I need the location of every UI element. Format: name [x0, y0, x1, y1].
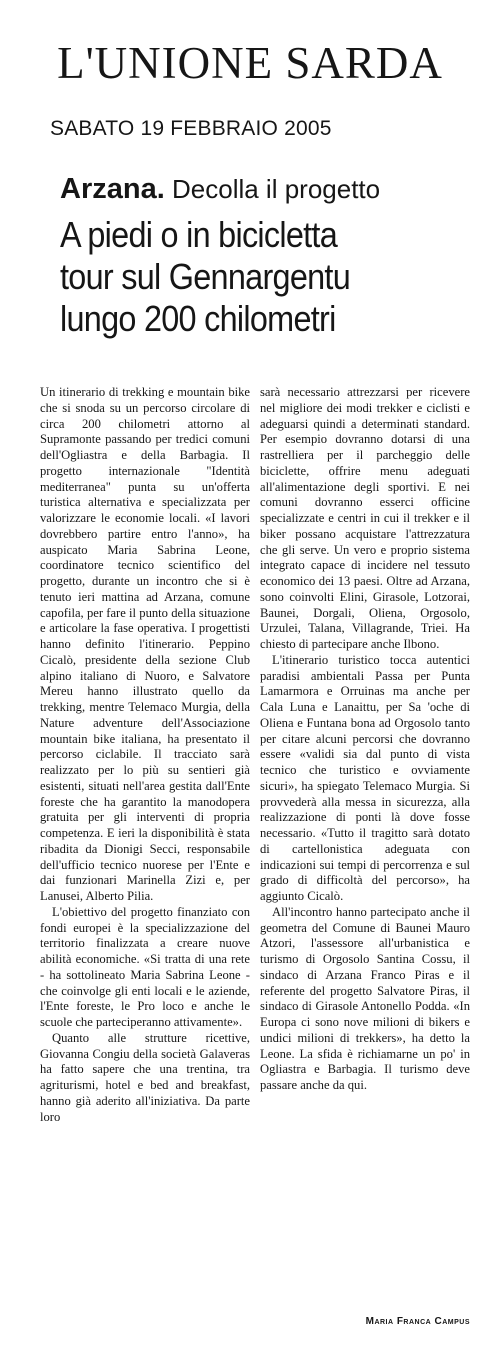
headline: [60, 214, 438, 340]
paragraph: All'incontro hanno partecipato anche il geometra del Comune di Baunei Mauro Atzori, l'assessore all'urbanistica e turismo di Orgosolo Santina Cossu, il sindaco di Arzana Franco Piras e il referente del progetto Salvatore Piras, il sindaco di Girasole Antonello Podda. «In Europa ci sono nove milioni di bikers e undici milioni di trekkers», ha detto la Leone. La sfida è richiamarne un po' in Ogliastra e Barbagia. Il turismo deve passare anche da qui.: [260, 904, 470, 1092]
paragraph: L'itinerario turistico tocca autentici paradisi ambientali Passa per Punta Lamarmora e Orruinas ma anche per Cala Luna e Lanaittu, per Sa 'oche di Oliena e Funtana bona ad Orgosolo tanto per citare alcuni percorsi che dovranno essere «validi sia dal punto di vista tecnico che turistico e ovviamente sicuri», ha spiegato Telemaco Murgia. Si provvederà alla messa in sicurezza, alla realizzazione di ponti là dove fosse necessario. «Tutto il tragitto sarà dotato di cartellonistica adeguata con indicazioni sui tempi di percorrenza e sul grado di difficoltà del percorso», ha aggiunto Cicalò.: [260, 652, 470, 903]
kicker-place: Arzana.: [60, 173, 165, 205]
masthead: L'UNIONE SARDA: [57, 38, 443, 88]
kicker-text: Decolla il progetto: [172, 174, 381, 204]
kicker: [60, 172, 460, 206]
paragraph: sarà necessario attrezzarsi per ricevere nel migliore dei modi trekker e ciclisti e adeguarsi quindi a determinati standard. Per esempio dovranno dotarsi di una rastrelliera per il parcheggio delle biciclette, offrire menu adeguati all'alimentazione degli sportivi. E nei comuni dovranno esserci officine specializzate e centri in cui il trekker e il biker possano acquistare l'attrezzatura che gli serve. Un vero e proprio sistema integrato capace di incidere nel tessuto economico dei 13 paesi. Oltre ad Arzana, sono coinvolti Elini, Girasole, Lotzorai, Baunei, Dorgali, Oliena, Orgosolo, Urzulei, Talana, Villagrande, Triei. Ha chiesto di partecipare anche Ilbono.: [260, 385, 470, 651]
headline-line-3: lungo 200 chilometri: [60, 298, 336, 339]
headline-line-1: A piedi o in bicicletta: [60, 214, 338, 255]
paragraph: L'obiettivo del progetto finanziato con fondi europei è la specializzazione del territorio finalizzata a creare nuove abilità economiche. «Si tratta di una rete - ha sottolineato Maria Sabrina Leone - che coinvolge gli enti locali e le aziende, l'Ente foreste, le Pro loco e anche le scuole che parteciperanno attivamente».: [40, 904, 250, 1029]
article-column-right: [260, 385, 470, 1094]
paragraph: Un itinerario di trekking e mountain bike che si snoda su un percorso circolare di circa 200 chilometri attorno al Supramonte passando per tredici comuni dell'Ogliastra e della Barbagia. Il progetto internazionale "Identità mediterranea" punta su un'offerta turistica alternativa e specializzata per valorizzare le economie locali. «I lavori dovrebbero partire entro l'anno», ha auspicato Maria Sabrina Leone, coordinatore tecnico scientifico del progetto, durante un incontro che si è tenuto ieri mattina ad Arzana, comune capofila, per fare il punto della situazione e articolare la fase operativa. I progettisti hanno definito l'itinerario. Peppino Cicalò, presidente della sezione Club alpino italiano di Nuoro, e Salvatore Mereu hanno illustrato quello da trekking, mentre Telemaco Murgia, della Nature adventure dell'Associazione mountain bike italiana, ha presentato il percorso ciclabile. Il tracciato sarà realizzato per lo più su sentieri già esistenti, situati nell'area gestita dall'Ente foreste che ha garantito la manodopera gratuita per gli interventi di propria competenza. E ieri la disponibilità è stata ribadita da Dionigi Secci, responsabile dell'ufficio tecnico nuorese per l'Ente e dai funzionari Marinella Zizi e, per Lanusei, Alberto Pilia.: [40, 385, 250, 903]
article-column-left: [40, 385, 250, 1125]
paragraph: Quanto alle strutture ricettive, Giovanna Congiu della società Galaveras ha fatto sapere che una trentina, tra agriturismi, hotel e bed and breakfast, hanno già aderito all'iniziativa. Da parte loro: [40, 1030, 250, 1124]
headline-line-2: tour sul Gennargentu: [60, 256, 351, 297]
publication-date: SABATO 19 FEBBRAIO 2005: [50, 117, 332, 140]
author-byline: Maria Franca Campus: [365, 1316, 470, 1327]
